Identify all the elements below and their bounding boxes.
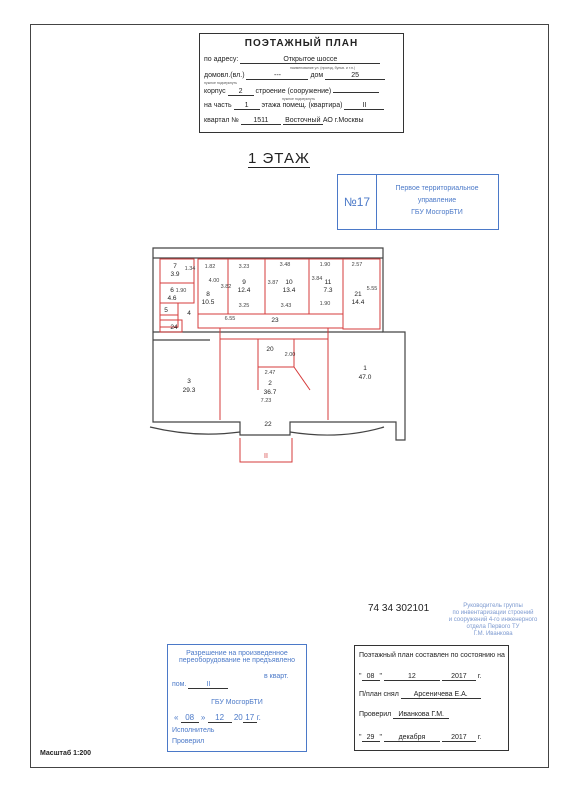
room-1-area: 47.0 (358, 374, 372, 381)
room-3-area: 29.3 (182, 387, 196, 394)
room-4-number: 4 (187, 310, 191, 317)
room-10-number: 10 (285, 279, 293, 286)
permit-stamp: Разрешение на произведенное переоборудование не предъявлено в кварт. пом. II ГБУ МосгорБТИ « 08 » 12 20 17 г. Исполнитель Проверил (167, 644, 307, 752)
room-9-area: 12.4 (237, 287, 251, 294)
dim-label: 1.90 (319, 262, 331, 268)
room-5-number: 5 (164, 307, 168, 314)
house-row: домовл.(вл.) --- дом 25 (204, 72, 385, 80)
survey-info-box: Поэтажный план составлен по состоянию на " 08 " 12 2017 г. П/план снял Арсеничева Е.А. Проверил Иванкова Г.М. " 29 " декабря 2017 г. (354, 645, 509, 751)
room-11-area: 7.3 (323, 287, 333, 294)
dim-label: 1.34 (184, 266, 196, 272)
dim-label: 6.55 (224, 316, 236, 322)
room-11-number: 11 (324, 279, 332, 286)
quarter-row: квартал № 1511 Восточный АО г.Москвы (204, 117, 364, 124)
room-9-number: 9 (242, 279, 246, 286)
dim-label: 3.82 (220, 284, 232, 290)
header-title: ПОЭТАЖНЫЙ ПЛАН (244, 38, 359, 49)
room-8-number: 8 (206, 291, 210, 298)
cadastral-code: 74 34 302101 (368, 603, 430, 614)
room-6-number: 6 (170, 287, 174, 294)
room-20-number: 20 (266, 346, 274, 353)
room-10-area: 13.4 (282, 287, 296, 294)
room-21-number: 21 (354, 291, 362, 298)
dim-label: 7.23 (260, 398, 272, 404)
dim-label: 1.82 (204, 264, 216, 270)
dim-label: 5.55 (366, 286, 378, 292)
room-6-area: 4.6 (167, 295, 177, 302)
address-value: Открытое шоссе (240, 56, 380, 64)
part-row: на часть 1 этажа помещ. (квартира) II (204, 102, 384, 110)
dim-label: 3.23 (238, 264, 250, 270)
room-7-area: 3.9 (170, 271, 180, 278)
dim-label: 2.57 (351, 262, 363, 268)
dim-label: 1.90 (175, 288, 187, 294)
korpus-row: корпус 2 строение (сооружение) (204, 88, 379, 96)
dim-label: 1.90 (319, 301, 331, 307)
room-7-number: 7 (173, 263, 177, 270)
room-22-number: 22 (264, 421, 272, 428)
room-8-area: 10.5 (201, 299, 215, 306)
room-24-number: 24 (170, 324, 178, 331)
room-23-number: 23 (271, 317, 279, 324)
room-3-number: 3 (187, 378, 191, 385)
dim-label: 3.25 (238, 303, 250, 309)
room-2-area: 36.7 (263, 389, 277, 396)
dim-label: 4.00 (208, 278, 220, 284)
dim-label: 2.00 (284, 352, 296, 358)
entrance-mark: II (264, 453, 268, 460)
dim-label: 2.47 (264, 370, 276, 376)
room-2-number: 2 (268, 380, 272, 387)
dim-label: 3.43 (280, 303, 292, 309)
dim-label: 3.48 (279, 262, 291, 268)
dim-label: 3.84 (311, 276, 323, 282)
room-21-area: 14.4 (351, 299, 365, 306)
dim-label: 3.87 (267, 280, 279, 286)
header-box: ПОЭТАЖНЫЙ ПЛАН по адресу: Открытое шоссе наименование ул. (проезд, бульв. и т.п.) домовл.(вл.) --- дом 25 нужное подчеркнуть корпус 2 строение (сооружение) нужное подчеркнуть на часть 1 этажа помещ. (квартира) II квартал № 1511 Восточный АО г.Москвы (199, 33, 404, 133)
scale-label: Масштаб 1:200 (40, 750, 92, 757)
stamp-number: №17 (338, 175, 377, 229)
room-1-number: 1 (363, 365, 367, 372)
bti-stamp: №17 Первое территориальное управление ГБУ МосгорБТИ (337, 174, 499, 230)
address-row: по адресу: Открытое шоссе (204, 56, 380, 64)
inventory-note: Руководитель группы по инвентаризации строений и сооружений 4-го инженерного отдела Первого ТУ Г.М. Иванкова (448, 603, 538, 637)
floor-title: 1 ЭТАЖ (248, 150, 310, 167)
